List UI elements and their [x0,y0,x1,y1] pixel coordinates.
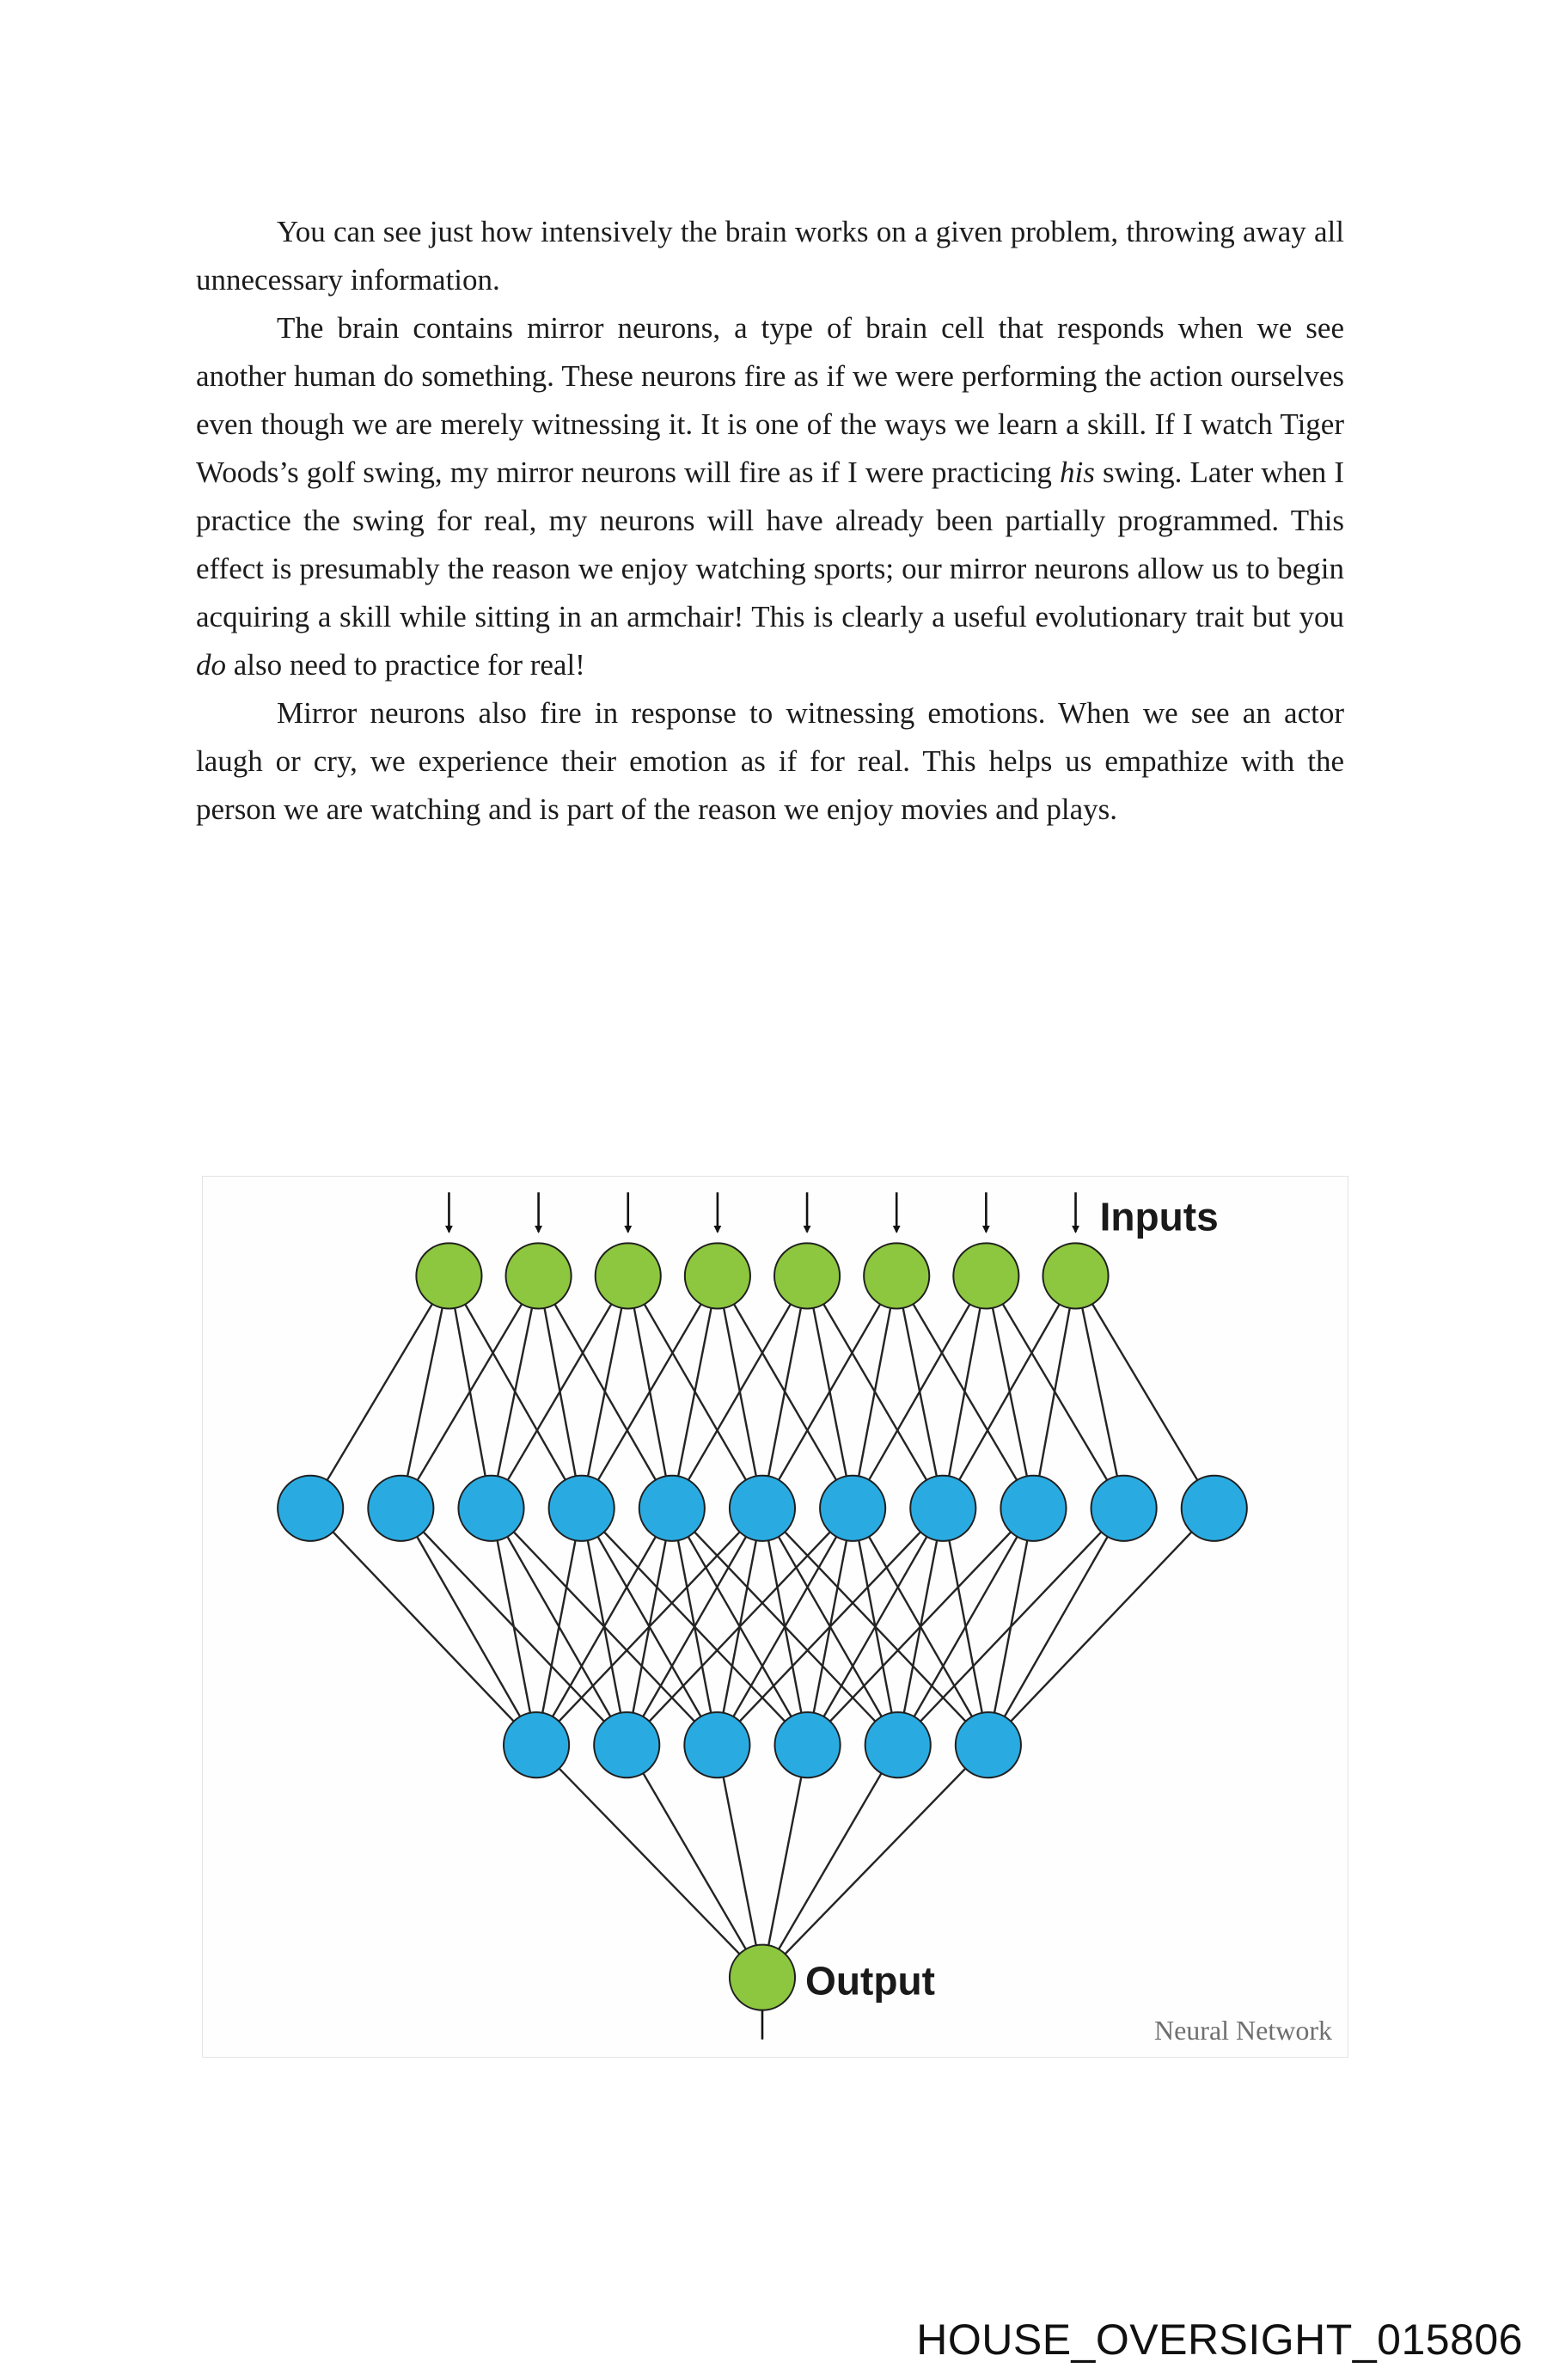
inputs-node [1043,1243,1108,1308]
output-node [730,1945,795,2010]
hidden-layer-1-node [820,1476,885,1541]
inputs-node [596,1243,661,1308]
inputs-node [953,1243,1018,1308]
paragraph: You can see just how intensively the brain works on a given problem, throwing away all unnecessary information. [196,215,1344,297]
inputs-label: Inputs [1099,1194,1219,1239]
hidden-layer-2-node [865,1712,931,1777]
hidden-layer-2-node [774,1712,840,1777]
hidden-layer-1-node [368,1476,433,1541]
inputs-node [864,1243,929,1308]
inputs-node [774,1243,840,1308]
output-label: Output [805,1958,935,2004]
inputs-node [685,1243,750,1308]
paragraph: The brain contains mirror neurons, a type of brain cell that responds when we see another human do something. These neurons fire as if we were performing the action ourselves even though we are merely witnessing it. It is one of the ways we learn a skill. If I watch Tiger Woods’s golf swing, my mirror neurons will fire as if I were practicing his swing. Later when I practice the swing for real, my neurons will have already been partially programmed. This effect is presumably the reason we enjoy watching sports; our mirror neurons allow us to begin acquiring a skill while sitting in an armchair! This is clearly a useful evolutionary trait but you do also need to practice for real! [196,311,1344,682]
neural-network-svg [203,1177,1348,2057]
text-block [196,208,1344,834]
hidden-layer-1-node [549,1476,615,1541]
input-arrows [449,1192,1075,2039]
neural-network-figure [202,1176,1348,2058]
hidden-layer-2-node [504,1712,569,1777]
hidden-layer-1-node [1182,1476,1247,1541]
paragraph: Mirror neurons also fire in response to witnessing emotions. When we see an actor laugh or cry, we experience their emotion as if for real. This helps us empathize with the person we are watching and is part of the reason we enjoy movies and plays. [196,696,1344,826]
hidden-layer-2-node [594,1712,659,1777]
hidden-layer-1-node [458,1476,523,1541]
figure-caption: Neural Network [1153,2015,1332,2046]
hidden-layer-1-node [910,1476,975,1541]
network-edges [310,1276,1214,1977]
hidden-layer-1-node [278,1476,343,1541]
inputs-node [416,1243,481,1308]
hidden-layer-1-node [1091,1476,1157,1541]
hidden-layer-2-node [956,1712,1021,1777]
hidden-layer-1-node [730,1476,795,1541]
hidden-layer-1-node [639,1476,705,1541]
hidden-layer-1-node [1000,1476,1066,1541]
hidden-layer-2-node [684,1712,749,1777]
inputs-node [506,1243,572,1308]
footer-watermark: HOUSE_OVERSIGHT_015806 [916,2316,1523,2364]
